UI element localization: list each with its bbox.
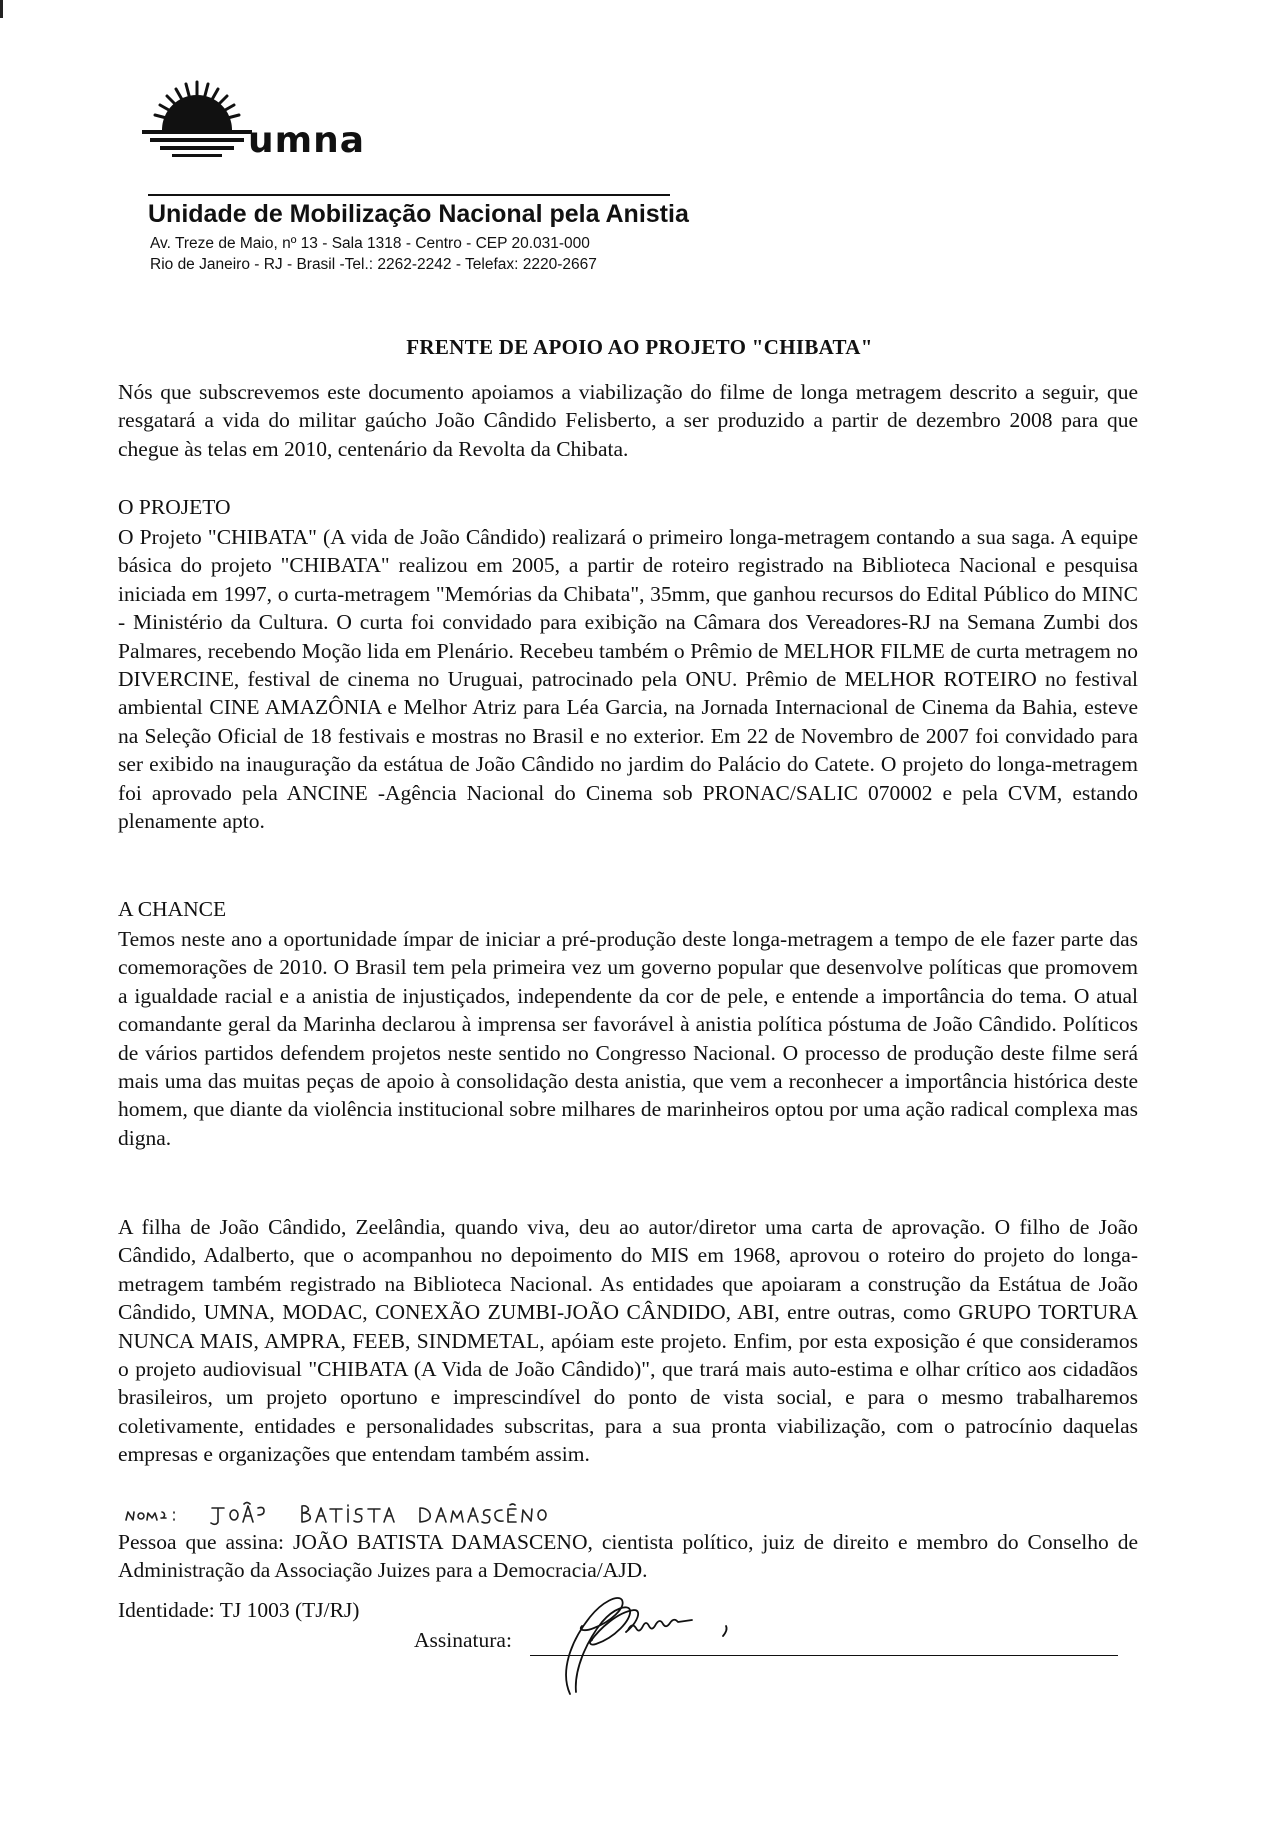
- chance-paragraph: Temos neste ano a oportunidade ímpar de iniciar a pré-produção deste longa-metragem a tempo de ele fazer parte das comemorações de 2010. O Brasil tem pela primeira vez um governo popular que desenvolve políticas que promovem a igualdade racial e a anistia de injustiçados, independente da cor de pele, e entende a importância do tema. O atual comandante geral da Marinha declarou à imprensa ser favorável à anistia política póstuma de João Cândido. Políticos de vários partidos defendem projetos neste sentido no Congresso Nacional. O processo de produção deste filme será mais uma das muitas peças de apoio à consolidação desta anistia, que vem a reconhecer a importância histórica deste homem, que diante da violência institucional sobre milhares de marinheiros optou por uma ação radical complexa mas digna.: [118, 927, 1138, 1150]
- intro-paragraph: Nós que subscrevemos este documento apoiamos a viabilização do filme de longa metragem descrito a seguir, que resgatará a vida do militar gaúcho João Cândido Felisberto, a ser produzido a partir de dezembro 2008 para que chegue às telas em 2010, centenário da Revolta da Chibata.: [118, 380, 1138, 461]
- organization-name: Unidade de Mobilização Nacional pela Anistia: [148, 200, 689, 228]
- handwritten-name-annotation: [124, 1500, 644, 1530]
- identity-line: Identidade: TJ 1003 (TJ/RJ): [118, 1598, 360, 1622]
- address-line-1: Av. Treze de Maio, nº 13 - Sala 1318 - Centro - CEP 20.031-000: [150, 235, 590, 252]
- logo-wordmark: umna: [248, 120, 366, 161]
- signature-label: Assinatura:: [414, 1628, 512, 1652]
- document-title: FRENTE DE APOIO AO PROJETO "CHIBATA": [406, 335, 873, 359]
- umna-sunburst-logo-icon: [138, 80, 256, 160]
- letterhead-divider: [148, 194, 670, 196]
- closing-paragraph: A filha de João Cândido, Zeelândia, quando viva, deu ao autor/diretor uma carta de aprovação. O filho de João Cândido, Adalberto, que o acompanhou no depoimento do MIS em 1968, aprovou o roteiro do projeto do longa-metragem também registrado na Biblioteca Nacional. As entidades que apoiaram a construção da Estátua de João Cândido, UMNA, MODAC, CONEXÃO ZUMBI-JOÃO CÂNDIDO, ABI, entre outras, como GRUPO TORTURA NUNCA MAIS, AMPRA, FEEB, SINDMETAL, apóiam este projeto. Enfim, por esta exposição é que consideramos o projeto audiovisual "CHIBATA (A Vida de João Cândido)", que trará mais auto-estima e olhar crítico aos cidadãos brasileiros, um projeto oportuno e imprescindível do ponto de vista social, e para o mesmo trabalharemos coletivamente, entidades e personalidades subscritas, para a sua pronta viabilização, com o patrocínio daquelas empresas e organizações que entendam também assim.: [118, 1215, 1138, 1467]
- address-line-2: Rio de Janeiro - RJ - Brasil -Tel.: 2262-2242 - Telefax: 2220-2667: [150, 256, 597, 273]
- handwritten-signature: [530, 1582, 760, 1702]
- projeto-paragraph: O Projeto "CHIBATA" (A vida de João Cândido) realizará o primeiro longa-metragem contando a sua saga. A equipe básica do projeto "CHIBATA" realizou em 2005, a partir de roteiro registrado na Biblioteca Nacional e pesquisa iniciada em 1997, o curta-metragem "Memórias da Chibata", 35mm, que ganhou recursos do Edital Público do MINC - Ministério da Cultura. O curta foi convidado para exibição na Câmara dos Vereadores-RJ na Semana Zumbi dos Palmares, recebendo Moção lida em Plenário. Recebeu também o Prêmio de MELHOR FILME de curta metragem no DIVERCINE, festival de cinema no Uruguai, patrocinado pela ONU. Prêmio de MELHOR ROTEIRO no festival ambiental CINE AMAZÔNIA e Melhor Atriz para Léa Garcia, na Jornada Internacional de Cinema da Bahia, esteve na Seleção Oficial de 18 festivais e mostras no Brasil e no exterior. Em 22 de Novembro de 2007 foi convidado para ser exibido na inauguração da estátua de João Cândido no jardim do Palácio do Catete. O projeto do longa-metragem foi aprovado pela ANCINE -Agência Nacional do Cinema sob PRONAC/SALIC 070002 e pela CVM, estando plenamente apto.: [118, 525, 1138, 834]
- signer-paragraph: Pessoa que assina: JOÃO BATISTA DAMASCENO, cientista político, juiz de direito e membro do Conselho de Administração da Associação Juizes para a Democracia/AJD.: [118, 1530, 1138, 1583]
- section-heading-chance: A CHANCE: [118, 897, 227, 921]
- section-heading-projeto: O PROJETO: [118, 495, 231, 519]
- scan-edge-mark: [0, 0, 3, 18]
